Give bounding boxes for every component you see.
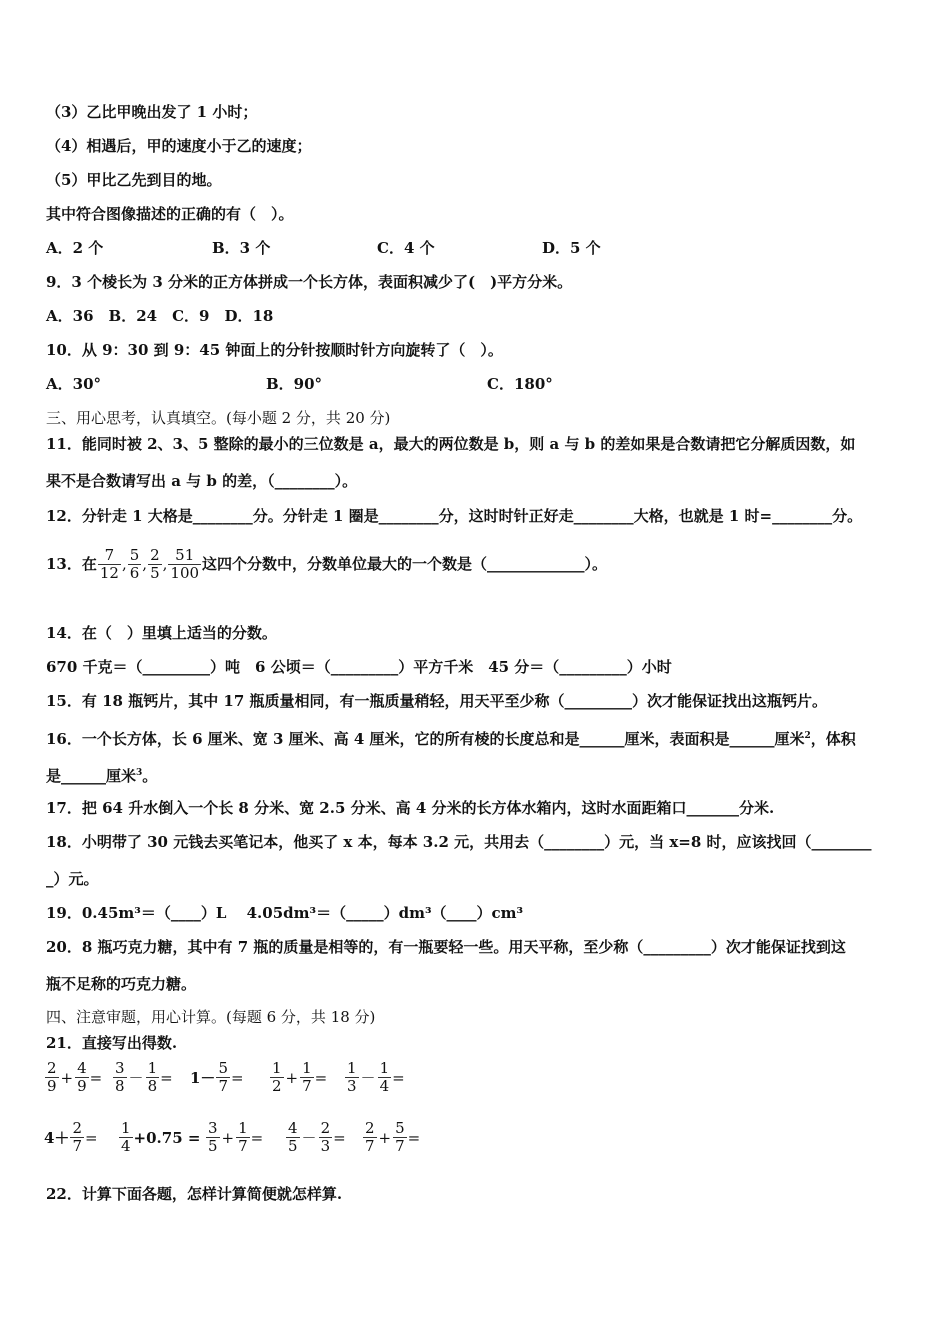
question-18-line2: _）元。 <box>46 870 99 888</box>
statement-3: （3）乙比甲晚出发了 1 小时； <box>46 103 258 121</box>
question-13 <box>46 540 607 588</box>
question-17: 17．把 64 升水倒入一个长 8 分米、宽 2.5 分米、高 4 分米的长方体水箱内，这时水面距箱口_______分米. <box>46 799 775 817</box>
question-20-line2: 瓶不足称的巧克力糖。 <box>46 975 197 993</box>
question-8-stem: 其中符合图像描述的正确的有（ ）。 <box>46 205 294 223</box>
question-9-options: A．36 B．24 C．9 D．18 <box>46 307 274 325</box>
calc-item: $\frac{1}{2}$ + $\frac{1}{7}$ = <box>272 1059 328 1095</box>
fraction: $\frac{7}{12}$ <box>99 545 119 582</box>
q10-option-c: C．180° <box>487 375 553 393</box>
separator: , <box>162 555 168 573</box>
calc-item: 1－ $\frac{5}{7}$ = <box>190 1059 244 1095</box>
fraction: $\frac{51}{100}$ <box>170 545 200 582</box>
q10-option-a: A．30° <box>46 375 102 393</box>
question-12: 12．分针走 1 大格是________分。分针走 1 圈是________分，这时时针正好走________大格，也就是 1 时=________分。 <box>46 507 863 525</box>
calc-item: $\frac{2}{7}$ + $\frac{5}{7}$ = <box>365 1119 421 1155</box>
calc-item: $\frac{1}{3}$ － $\frac{1}{4}$ = <box>347 1059 405 1095</box>
q10-option-b: B．90° <box>266 375 323 393</box>
separator: , <box>121 555 127 573</box>
question-11-line2: 果不是合数请写出 a 与 b 的差，（________）。 <box>46 472 358 490</box>
calc-item: 4＋ $\frac{2}{7}$ = <box>44 1119 98 1155</box>
q8-option-c: C．4 个 <box>377 239 435 257</box>
calc-item: $\frac{3}{8}$ － $\frac{1}{8}$ = <box>115 1059 173 1095</box>
statement-5: （5）甲比乙先到目的地。 <box>46 171 222 189</box>
question-18-line1: 18．小明带了 30 元钱去买笔记本，他买了 x 本，每本 3.2 元，共用去（________）元，当 x=8 时，应该找回（________ <box>46 833 872 851</box>
q8-option-a: A．2 个 <box>46 239 104 257</box>
question-9: 9．3 个棱长为 3 分米的正方体拼成一个长方体，表面积减少了( )平方分米。 <box>46 273 573 291</box>
calc-item: $\frac{2}{9}$ + $\frac{4}{9}$ = <box>47 1059 103 1095</box>
statement-4: （4）相遇后，甲的速度小于乙的速度； <box>46 137 312 155</box>
question-22: 22．计算下面各题，怎样计算简便就怎样算. <box>46 1185 343 1203</box>
calc-item: $\frac{4}{5}$ － $\frac{2}{3}$ = <box>288 1119 346 1155</box>
q8-option-b: B．3 个 <box>212 239 271 257</box>
calc-item: $\frac{1}{4}$ +0.75 = <box>121 1119 201 1155</box>
question-16-line2: 是______厘米$^3$。 <box>46 767 158 785</box>
question-14-items: 670 千克＝（_________）吨 6 公顷＝（_________）平方千米 45 分＝（_________）小时 <box>46 658 672 676</box>
fraction: $\frac{2}{5}$ <box>150 545 160 582</box>
question-15: 15．有 18 瓶钙片，其中 17 瓶质量相同，有一瓶质量稍轻，用天平至少称（_________）次才能保证找出这瓶钙片。 <box>46 692 828 710</box>
section-4-heading: 四、注意审题，用心计算。(每题 6 分，共 18 分) <box>46 1008 376 1026</box>
calc-item: $\frac{3}{5}$ + $\frac{1}{7}$ = <box>208 1119 264 1155</box>
q13-suffix: 这四个分数中，分数单位最大的一个数是（_____________）。 <box>202 555 608 573</box>
fraction: $\frac{5}{6}$ <box>129 545 140 582</box>
q13-prefix: 13．在 <box>46 555 97 573</box>
q8-option-d: D．5 个 <box>542 239 601 257</box>
section-3-heading: 三、用心思考，认真填空。(每小题 2 分，共 20 分) <box>46 409 391 427</box>
question-16-line1: 16．一个长方体，长 6 厘米、宽 3 厘米、高 4 厘米，它的所有棱的长度总和是______厘米，表面积是______厘米$^2$，体积 <box>46 730 856 748</box>
question-14: 14．在（ ）里填上适当的分数。 <box>46 624 277 642</box>
question-10: 10．从 9：30 到 9：45 钟面上的分针按顺时针方向旋转了（ ）。 <box>46 341 503 359</box>
question-19: 19．0.45m³＝（____）L 4.05dm³＝（_____）dm³（____）cm³ <box>46 904 524 922</box>
question-11-line1: 11．能同时被 2、3、5 整除的最小的三位数是 a，最大的两位数是 b，则 a 与 b 的差如果是合数请把它分解质因数，如 <box>46 435 856 453</box>
question-20-line1: 20．8 瓶巧克力糖，其中有 7 瓶的质量是相等的，有一瓶要轻一些。用天平称，至少称（_________）次才能保证找到这 <box>46 938 846 956</box>
question-21: 21．直接写出得数. <box>46 1034 178 1052</box>
separator: , <box>142 555 148 573</box>
